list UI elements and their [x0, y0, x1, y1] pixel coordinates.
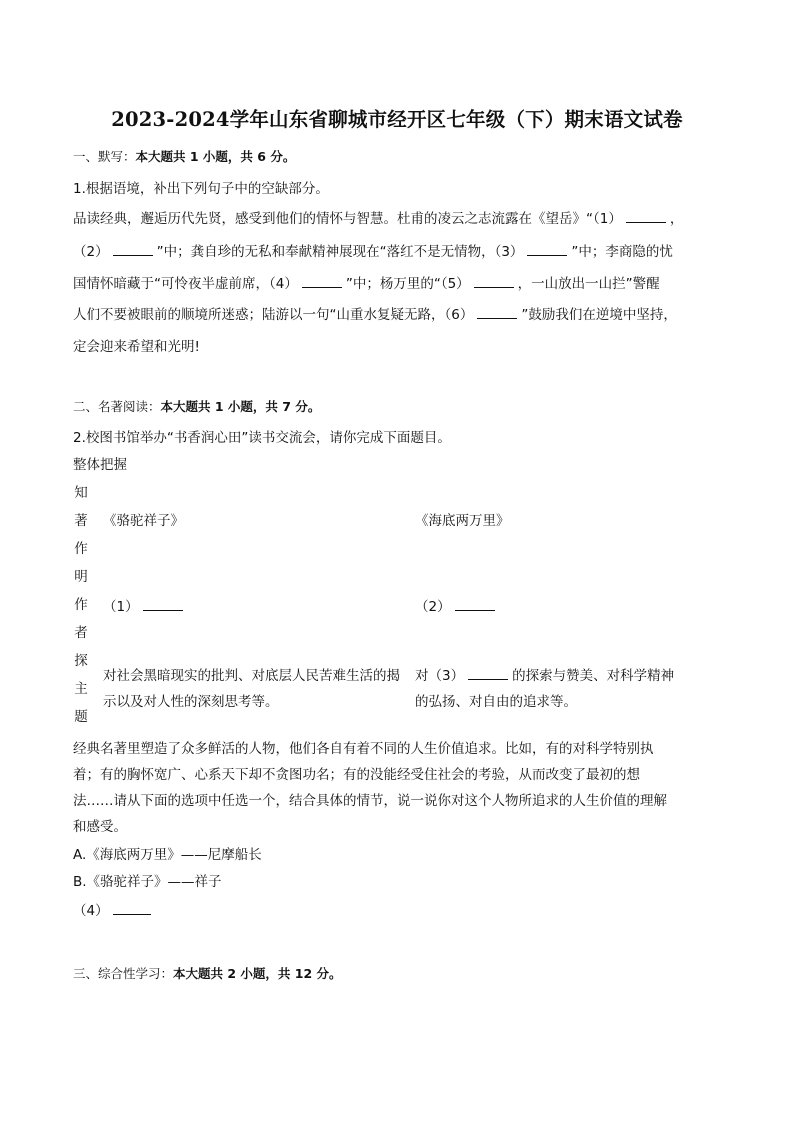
theme-2-line-2: 的弘扬、对自由的追求等。	[415, 694, 577, 710]
option-a: A.《海底两万里》——尼摩船长	[73, 847, 262, 863]
blank-author-2[interactable]	[455, 599, 495, 611]
blank-4[interactable]	[302, 276, 342, 288]
answer-4	[73, 899, 155, 919]
blank-3-theme[interactable]	[468, 668, 508, 680]
q2-subtitle: 整体把握	[73, 457, 127, 473]
row-label-char: 探	[74, 653, 88, 669]
row-label-char: 者	[74, 625, 88, 641]
row-label-known-works	[73, 481, 89, 565]
section-1-prefix: 一、默写：	[73, 149, 136, 164]
q1-line-1	[73, 207, 683, 227]
section-2-info: 本大题共 1 小题，共 7 分。	[160, 399, 321, 414]
row-label-char: 明	[74, 569, 88, 585]
blank-6[interactable]	[477, 307, 517, 319]
q1-line-3-text-b: ”中；杨万里的“（5）	[345, 276, 470, 292]
blank-author-1[interactable]	[143, 599, 183, 611]
blank-3[interactable]	[527, 244, 567, 256]
q1-line-1-text-a: 品读经典，邂逅历代先贤，感受到他们的情怀与智慧。杜甫的凌云之志流露在《望岳》“（1）	[73, 211, 622, 227]
option-b: B.《骆驼祥子》——祥子	[73, 874, 222, 890]
blank-1[interactable]	[626, 211, 666, 223]
author-1-label: （1）	[103, 599, 139, 615]
row-label-author	[73, 565, 89, 649]
q1-line-4-text-b: ”鼓励我们在逆境中坚持，	[521, 307, 677, 323]
q1-line-4	[73, 303, 677, 323]
author-2-cell	[415, 595, 499, 615]
book-1-title: 《骆驼祥子》	[103, 513, 184, 529]
author-2-label: （2）	[415, 599, 451, 615]
section-2-prefix: 二、名著阅读：	[73, 399, 161, 414]
q1-prompt: 1.根据语境，补出下列句子中的空缺部分。	[73, 181, 329, 197]
section-1-info: 本大题共 1 小题，共 6 分。	[135, 149, 296, 164]
row-label-char: 作	[74, 597, 88, 613]
blank-2[interactable]	[113, 244, 153, 256]
q1-line-3-text-c: ，一山放出一山拦”警醒	[517, 276, 660, 292]
q2-para-line-4: 和感受。	[73, 819, 127, 835]
row-label-char: 主	[74, 681, 88, 697]
row-label-char: 知	[74, 485, 88, 501]
theme-1-line-2: 示以及对人性的深刻思考等。	[103, 694, 279, 710]
q1-line-2	[73, 240, 673, 260]
page-title: 2023-2024学年山东省聊城市经开区七年级（下）期末语文试卷	[111, 108, 683, 131]
theme-2-text-b: 的探索与赞美、对科学精神	[512, 668, 675, 684]
q2-prompt: 2.校图书馆举办“书香润心田”读书交流会，请你完成下面题目。	[73, 430, 451, 446]
section-3-info: 本大题共 2 小题，共 12 分。	[173, 966, 342, 981]
q1-line-4-text-a: 人们不要被眼前的顺境所迷惑；陆游以一句“山重水复疑无路，（6）	[73, 307, 474, 323]
theme-1-line-1: 对社会黑暗现实的批判、对底层人民苦难生活的揭	[103, 668, 400, 684]
q1-line-2-text-a: （2）	[73, 244, 109, 260]
row-label-char: 著	[74, 513, 88, 529]
q1-line-3	[73, 272, 660, 292]
q2-para-line-3: 法……请从下面的选项中任选一个，结合具体的情节，说一说你对这个人物所追求的人生价值的理解	[73, 793, 667, 809]
section-3-prefix: 三、综合性学习：	[73, 966, 174, 981]
section-2-heading	[73, 397, 320, 415]
section-3-heading	[73, 964, 342, 982]
blank-answer-4[interactable]	[113, 903, 151, 915]
section-1-heading	[73, 147, 295, 165]
q1-line-2-text-b: ”中；龚自珍的无私和奉献精神展现在“落红不是无情物，（3）	[156, 244, 524, 260]
blank-5[interactable]	[474, 276, 514, 288]
q2-para-line-2: 着；有的胸怀宽广、心系天下却不贪图功名；有的没能经受住社会的考验，从而改变了最初的想	[73, 767, 640, 783]
author-1-cell	[103, 595, 187, 615]
q1-line-3-text-a: 国情怀暗藏于“可怜夜半虚前席，（4）	[73, 276, 298, 292]
row-label-theme	[73, 649, 89, 733]
book-2-title: 《海底两万里》	[415, 513, 510, 529]
row-label-char: 题	[74, 709, 88, 725]
theme-2-line-1	[415, 664, 674, 684]
theme-2-text-a: 对（3）	[415, 668, 465, 684]
q1-line-5: 定会迎来希望和光明!	[73, 339, 200, 355]
answer-4-label: （4）	[73, 903, 109, 919]
row-label-char: 作	[74, 541, 88, 557]
q2-para-line-1: 经典名著里塑造了众多鲜活的人物，他们各自有着不同的人生价值追求。比如，有的对科学特别执	[73, 741, 654, 757]
q1-line-2-text-c: ”中；李商隐的忧	[571, 244, 673, 260]
q1-line-1-text-b: ，	[669, 211, 684, 227]
